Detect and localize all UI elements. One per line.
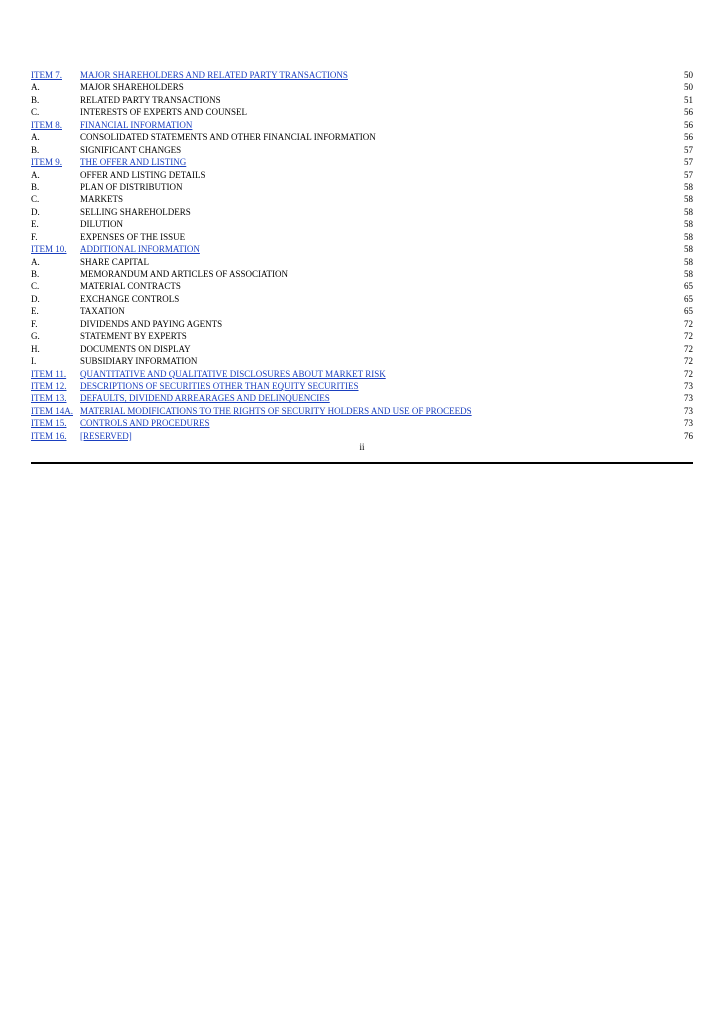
- toc-section-title: SHARE CAPITAL: [80, 256, 150, 267]
- toc-subsection-row: [31, 206, 693, 218]
- toc-section-title: PLAN OF DISTRIBUTION: [80, 181, 183, 192]
- toc-section-letter: E.: [31, 306, 39, 317]
- toc-subsection-row: [31, 218, 693, 230]
- toc-section-title: CONSOLIDATED STATEMENTS AND OTHER FINANCIAL INFORMATION: [80, 132, 376, 143]
- toc-subsection-row: [31, 293, 693, 305]
- toc-subsection-row: [31, 256, 693, 268]
- toc-page-number: 58: [684, 194, 693, 205]
- toc-page-number: 72: [684, 368, 693, 379]
- toc-item-number-link[interactable]: ITEM 9.: [31, 157, 62, 168]
- toc-section-title: DIVIDENDS AND PAYING AGENTS: [80, 318, 223, 329]
- toc-item-title-link[interactable]: QUANTITATIVE AND QUALITATIVE DISCLOSURES ABOUT MARKET RISK: [80, 368, 386, 379]
- toc-section-letter: B.: [31, 269, 40, 279]
- toc-page-number: 72: [684, 356, 693, 367]
- toc-section-letter: F.: [31, 231, 38, 242]
- toc-section-title: EXPENSES OF THE ISSUE: [80, 231, 186, 242]
- toc-item-link-row[interactable]: [31, 368, 693, 380]
- page-number: ii: [359, 442, 365, 452]
- toc-section-letter: E.: [31, 219, 39, 230]
- toc-section-letter: G.: [31, 331, 40, 342]
- toc-page-number: 73: [684, 418, 693, 429]
- toc-section-letter: I.: [31, 356, 37, 367]
- page-divider: [31, 462, 693, 464]
- toc-item-title-link[interactable]: FINANCIAL INFORMATION: [80, 119, 193, 130]
- toc-item-link-row[interactable]: [31, 380, 693, 392]
- toc-item-link-row[interactable]: [31, 417, 693, 429]
- toc-page-number: 57: [684, 144, 693, 155]
- toc-subsection-row: [31, 144, 693, 156]
- toc-section-title: MARKETS: [80, 194, 124, 205]
- toc-section-letter: C.: [31, 107, 40, 118]
- toc-item-number-link[interactable]: ITEM 11.: [31, 368, 67, 379]
- toc-section-letter: B.: [31, 181, 40, 192]
- toc-section-letter: B.: [31, 144, 40, 155]
- toc-page-number: 56: [684, 132, 693, 143]
- toc-subsection-row: [31, 355, 693, 367]
- toc-item-title-link[interactable]: MATERIAL MODIFICATIONS TO THE RIGHTS OF SECURITY HOLDERS AND USE OF PROCEEDS: [80, 405, 472, 416]
- toc-section-title: TAXATION: [80, 306, 125, 317]
- toc-page-number: 76: [684, 430, 693, 441]
- toc-subsection-row: [31, 169, 693, 181]
- toc-page-number: 57: [684, 169, 693, 180]
- toc-page-number: 58: [684, 269, 693, 279]
- toc-item-link-row[interactable]: [31, 69, 693, 81]
- toc-item-number-link[interactable]: ITEM 15.: [31, 418, 67, 429]
- toc-page-number: 58: [684, 206, 693, 217]
- toc-item-number-link[interactable]: ITEM 14A.: [31, 405, 73, 416]
- toc-item-link-row[interactable]: [31, 119, 693, 131]
- toc-section-title: DILUTION: [80, 219, 123, 230]
- toc-page-number: 73: [684, 393, 693, 404]
- toc-page-number: 58: [684, 181, 693, 192]
- toc-subsection-row: [31, 330, 693, 342]
- toc-page-number: 56: [684, 119, 693, 130]
- toc-item-title-link[interactable]: THE OFFER AND LISTING: [80, 157, 187, 168]
- toc-page-number: 58: [684, 231, 693, 242]
- toc-item-number-link[interactable]: ITEM 10.: [31, 244, 67, 255]
- toc-subsection-row: [31, 131, 693, 143]
- toc-item-link-row[interactable]: [31, 392, 693, 404]
- toc-section-title: RELATED PARTY TRANSACTIONS: [80, 94, 221, 105]
- toc-item-title-link[interactable]: ADDITIONAL INFORMATION: [80, 244, 200, 255]
- toc-page-number: 56: [684, 107, 693, 118]
- toc-page-number: 73: [684, 380, 693, 391]
- toc-subsection-row: [31, 181, 693, 193]
- toc-subsection-row: [31, 318, 693, 330]
- toc-item-number-link[interactable]: ITEM 13.: [31, 393, 67, 404]
- toc-subsection-row: [31, 81, 693, 93]
- toc-item-title-link[interactable]: [RESERVED]: [80, 430, 132, 441]
- toc-section-title: SUBSIDIARY INFORMATION: [80, 356, 198, 367]
- toc-item-number-link[interactable]: ITEM 12.: [31, 380, 67, 391]
- toc-page-number: 72: [684, 331, 693, 342]
- toc-page-number: 57: [684, 157, 693, 168]
- toc-section-letter: C.: [31, 281, 40, 292]
- toc-page-number: 58: [684, 244, 693, 255]
- toc-page-number: 65: [684, 306, 693, 317]
- toc-subsection-row: [31, 231, 693, 243]
- toc-section-title: MEMORANDUM AND ARTICLES OF ASSOCIATION: [80, 269, 288, 279]
- toc-page-number: 58: [684, 256, 693, 267]
- toc-page-number: 65: [684, 281, 693, 292]
- toc-page-number: 65: [684, 293, 693, 304]
- toc-section-title: MATERIAL CONTRACTS: [80, 281, 181, 292]
- toc-subsection-row: [31, 343, 693, 355]
- toc-section-letter: A.: [31, 256, 40, 267]
- toc-page-number: 58: [684, 219, 693, 230]
- toc-item-number-link[interactable]: ITEM 7.: [31, 70, 62, 80]
- toc-item-title-link[interactable]: CONTROLS AND PROCEDURES: [80, 418, 210, 429]
- toc-section-title: SIGNIFICANT CHANGES: [80, 144, 182, 155]
- toc-page-number: 50: [684, 82, 693, 93]
- toc-section-title: SELLING SHAREHOLDERS: [80, 206, 191, 217]
- toc-page-number: 51: [684, 94, 693, 105]
- toc-subsection-row: [31, 280, 693, 292]
- toc-section-title: DOCUMENTS ON DISPLAY: [80, 343, 191, 354]
- toc-subsection-row: [31, 94, 693, 106]
- toc-section-letter: A.: [31, 82, 40, 93]
- toc-item-number-link[interactable]: ITEM 16.: [31, 430, 67, 441]
- toc-item-title-link[interactable]: DESCRIPTIONS OF SECURITIES OTHER THAN EQUITY SECURITIES: [80, 380, 359, 391]
- toc-page-number: 73: [684, 405, 693, 416]
- toc-page-number: 72: [684, 318, 693, 329]
- toc-section-letter: F.: [31, 318, 38, 329]
- toc-section-letter: D.: [31, 293, 40, 304]
- toc-section-letter: D.: [31, 206, 40, 217]
- toc-subsection-row: [31, 193, 693, 205]
- toc-item-title-link[interactable]: DEFAULTS, DIVIDEND ARREARAGES AND DELINQUENCIES: [80, 393, 330, 404]
- toc-item-link-row[interactable]: [31, 405, 693, 417]
- toc-section-letter: H.: [31, 343, 40, 354]
- toc-section-title: INTERESTS OF EXPERTS AND COUNSEL: [80, 107, 247, 118]
- toc-item-link-row[interactable]: [31, 243, 693, 255]
- toc-subsection-row: [31, 305, 693, 317]
- toc-item-link-row[interactable]: [31, 156, 693, 168]
- toc-section-letter: B.: [31, 94, 40, 105]
- toc-section-letter: A.: [31, 132, 40, 143]
- toc-subsection-row: [31, 268, 693, 280]
- toc-section-title: EXCHANGE CONTROLS: [80, 293, 180, 304]
- toc-item-title-link[interactable]: MAJOR SHAREHOLDERS AND RELATED PARTY TRANSACTIONS: [80, 70, 348, 80]
- toc-section-title: STATEMENT BY EXPERTS: [80, 331, 187, 342]
- toc-page-number: 50: [684, 70, 693, 80]
- table-of-contents: [31, 69, 693, 442]
- toc-item-number-link[interactable]: ITEM 8.: [31, 119, 62, 130]
- toc-section-letter: A.: [31, 169, 40, 180]
- toc-subsection-row: [31, 106, 693, 118]
- toc-section-letter: C.: [31, 194, 40, 205]
- toc-section-title: MAJOR SHAREHOLDERS: [80, 82, 184, 93]
- toc-section-title: OFFER AND LISTING DETAILS: [80, 169, 206, 180]
- toc-page-number: 72: [684, 343, 693, 354]
- toc-item-link-row[interactable]: [31, 430, 693, 442]
